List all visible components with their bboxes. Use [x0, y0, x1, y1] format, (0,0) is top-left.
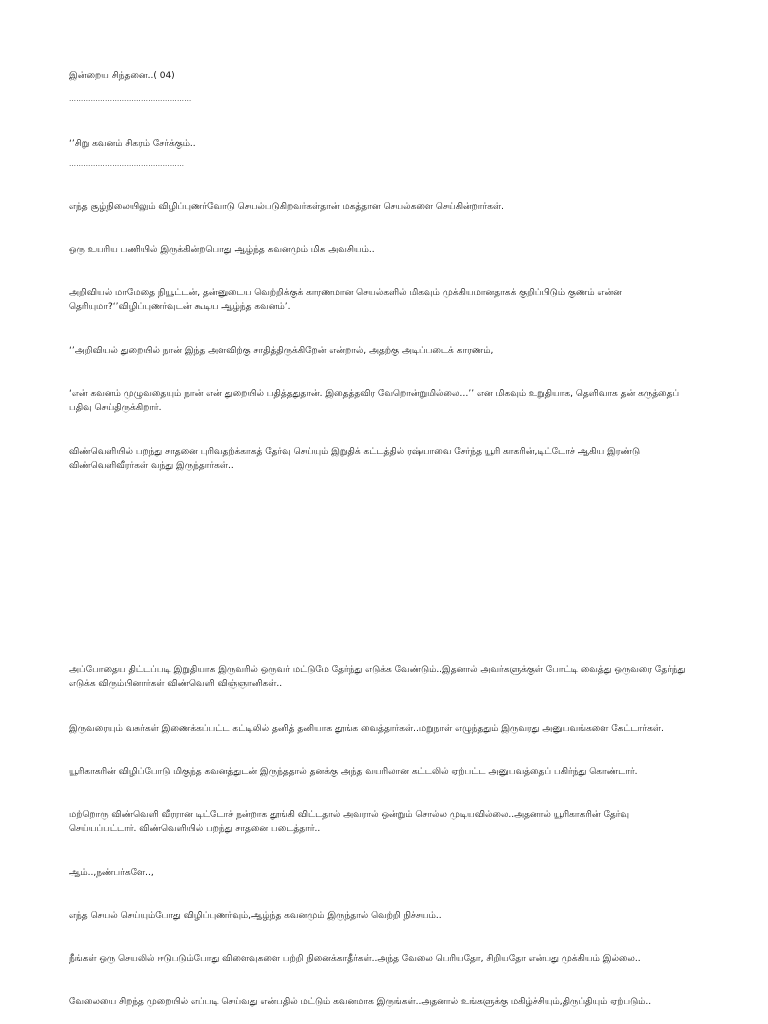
paragraph: மற்றொரு விண்வெளி வீரரான டிட்டோச் நன்றாக தூங்கி விட்டதால் அவரால் ஒன்றும் சொல்ல முடியவில்லை..அதனால் யூரிகாகரின் தேர்வு செய்யப்பட்டார். விண்வெளியில் பறந்து சாதனை படைத்தார்..: [69, 810, 630, 834]
paragraph: எந்த செயல் செய்யும்போது விழிப்புணர்வும்,ஆழ்ந்த கவனமும் இருந்தால் வெற்றி நிச்சயம்..: [69, 911, 442, 921]
paragraph: விண்வெளியில் பறந்து சாதனை புரிவதற்க்காகத் தேர்வு செய்யும் இறுதிக் கட்டத்தில் ரஷ்யாவை சேர்ந்த யூரி காகரின்,டிட்டோச் ஆகிய இரண்டு விண்வெளிவீரர்கள் வந்து இருந்தார்கள்..: [69, 447, 640, 471]
paragraph: ‘என் கவனம் முழுவதையும் நான் என் துறையில் பதித்ததுதான். இதைத்தவிர வேறொன்றுமில்லை…’’ என மிகவும் உறுதியாக, தெளிவாக தன் கருத்தைப் பதிவு செய்திருக்கிறார்.: [69, 389, 680, 413]
paragraph: இருவரையும் வசுர்கள் இணைக்கப்பட்ட கட்டிலில் தனித் தனியாக தூங்க வைத்தார்கள்..மறுநாள் எழுந்ததும் இருவரது அனுபவங்களை கேட்டார்கள்.: [69, 724, 664, 734]
paragraph: வேலையை சிறந்த முறையில் எப்படி செய்வது என்பதில் மட்டும் கவனமாக இருங்கள்..அதனால் உங்களுக்கு மகிழ்ச்சியும்,திருப்தியும் ஏற்படும்..: [69, 997, 652, 1007]
paragraph: அறிவியல் மாமேதை நியூட்டன், தன்னுடைய வெற்றிக்குக் காரணமான செயல்களில் மிகவும் முக்கியமானதாகக் குறிப்பிடும் குணம் என்ன தெரியுமா?‘’விழிப்புணர்வுடன் கூடிய ஆழ்ந்த கவனம்’.: [69, 288, 622, 312]
separator-line: ……………………………………………: [69, 95, 192, 103]
paragraph: நீங்கள் ஒரு செயலில் ஈடுபடும்போது விளைவுகளை பற்றி நினைக்காதீர்கள்..அந்த வேலை பெரியதோ, சிறியதோ என்பது முக்கியம் இல்லை..: [69, 954, 641, 964]
paragraph: ஒரு உயரிய பணியில் இருக்கின்றபொது ஆழ்ந்த கவனமும் மிக அவசியம்..: [69, 245, 375, 255]
document-title: இன்றைய சிந்தனை..( 04): [69, 71, 175, 81]
document-subtitle: ‘’சிறு கவனம் சிகரம் சேர்க்கும்..: [69, 139, 196, 149]
paragraph: அப்போதைய திட்டப்படி இறுதியாக இருவரில் ஒருவர் மட்டுமே தேர்ந்து எடுக்க வேண்டும்..இதனால் அவர்களுக்குள் போட்டி வைத்து ஒருவரை தேர்ந்து எடுக்க விரும்பினார்கள் விண்வெளி விஞ்ஞானிகள்..: [69, 665, 686, 689]
paragraph: ‘’அறிவியல் துறையில் நான் இந்த அளவிற்கு சாதித்திருக்கிறேன் என்றால், அதற்கு அடிப்படைக் காரணம்,: [69, 346, 494, 356]
paragraph: எந்த சூழ்நிலையிலும் விழிப்புணர்வோடு செயல்படுகிறவர்கள்தான் மகத்தான செயல்களை செய்கின்றார்கள்.: [69, 202, 504, 212]
separator-line: …………………………………………: [69, 160, 185, 168]
paragraph: யூரிகாகரின் விழிப்போடு மிகுந்த கவனத்துடன் இருந்ததால் தனக்கு அந்த வயரிலான கட்டலில் ஏற்பட்ட அனுபவத்தைப் பகிர்ந்து கொண்டார்.: [69, 767, 638, 777]
paragraph: ஆம்..,நண்பர்களே..,: [69, 868, 154, 878]
